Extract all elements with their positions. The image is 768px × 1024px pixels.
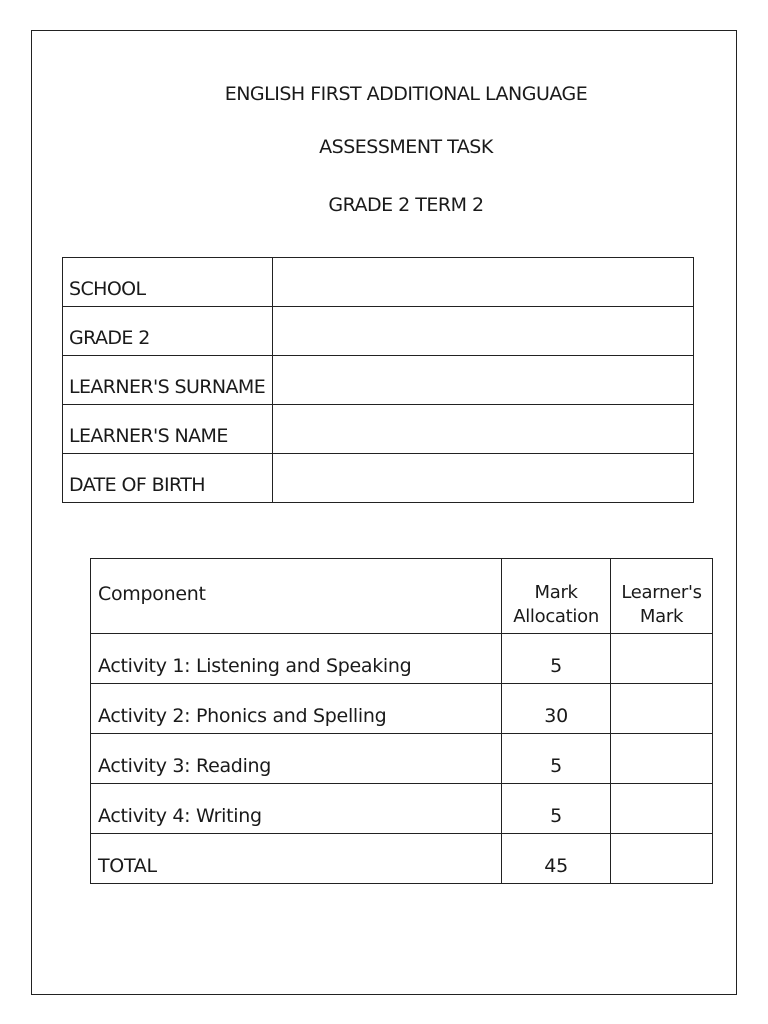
header-learners-mark-line1: Learner's: [621, 582, 702, 603]
learner-mark-cell[interactable]: [611, 734, 713, 784]
marks-table: [90, 558, 713, 884]
grade-term-heading: GRADE 2 TERM 2: [328, 194, 484, 216]
marks-header-row: [91, 559, 713, 634]
learner-mark-cell[interactable]: [611, 784, 713, 834]
table-row-total: [91, 834, 713, 884]
allocation-cell: 30: [502, 684, 611, 734]
allocation-cell: 5: [502, 784, 611, 834]
document-subtitle: ASSESSMENT TASK: [319, 136, 493, 158]
header-mark-allocation-line2: Allocation: [513, 606, 599, 627]
table-row: [91, 784, 713, 834]
component-cell: Activity 2: Phonics and Spelling: [91, 684, 502, 734]
learner-mark-cell[interactable]: [611, 684, 713, 734]
component-cell: Activity 1: Listening and Speaking: [91, 634, 502, 684]
allocation-cell: 5: [502, 734, 611, 784]
info-field-surname[interactable]: [273, 356, 694, 405]
component-cell: Activity 4: Writing: [91, 784, 502, 834]
document-title: ENGLISH FIRST ADDITIONAL LANGUAGE: [224, 83, 588, 105]
total-allocation-cell: 45: [502, 834, 611, 884]
table-row: [91, 634, 713, 684]
header-learners-mark: [611, 559, 713, 634]
info-row-dob: [63, 454, 694, 503]
info-row-name: [63, 405, 694, 454]
info-field-grade[interactable]: [273, 307, 694, 356]
info-field-school[interactable]: [273, 258, 694, 307]
table-row: [91, 734, 713, 784]
info-label-dob: DATE OF BIRTH: [63, 454, 273, 503]
info-label-name: LEARNER'S NAME: [63, 405, 273, 454]
allocation-cell: 5: [502, 634, 611, 684]
total-label-cell: TOTAL: [91, 834, 502, 884]
info-row-grade: [63, 307, 694, 356]
header-mark-allocation: [502, 559, 611, 634]
info-field-dob[interactable]: [273, 454, 694, 503]
header-component: Component: [91, 559, 502, 634]
info-label-surname: LEARNER'S SURNAME: [63, 356, 273, 405]
info-label-school: SCHOOL: [63, 258, 273, 307]
info-row-surname: [63, 356, 694, 405]
component-cell: Activity 3: Reading: [91, 734, 502, 784]
learner-info-table: [62, 257, 694, 503]
total-learner-mark-cell[interactable]: [611, 834, 713, 884]
info-label-grade: GRADE 2: [63, 307, 273, 356]
table-row: [91, 684, 713, 734]
learner-mark-cell[interactable]: [611, 634, 713, 684]
info-row-school: [63, 258, 694, 307]
header-mark-allocation-line1: Mark: [534, 582, 578, 603]
info-field-name[interactable]: [273, 405, 694, 454]
header-learners-mark-line2: Mark: [639, 606, 684, 627]
